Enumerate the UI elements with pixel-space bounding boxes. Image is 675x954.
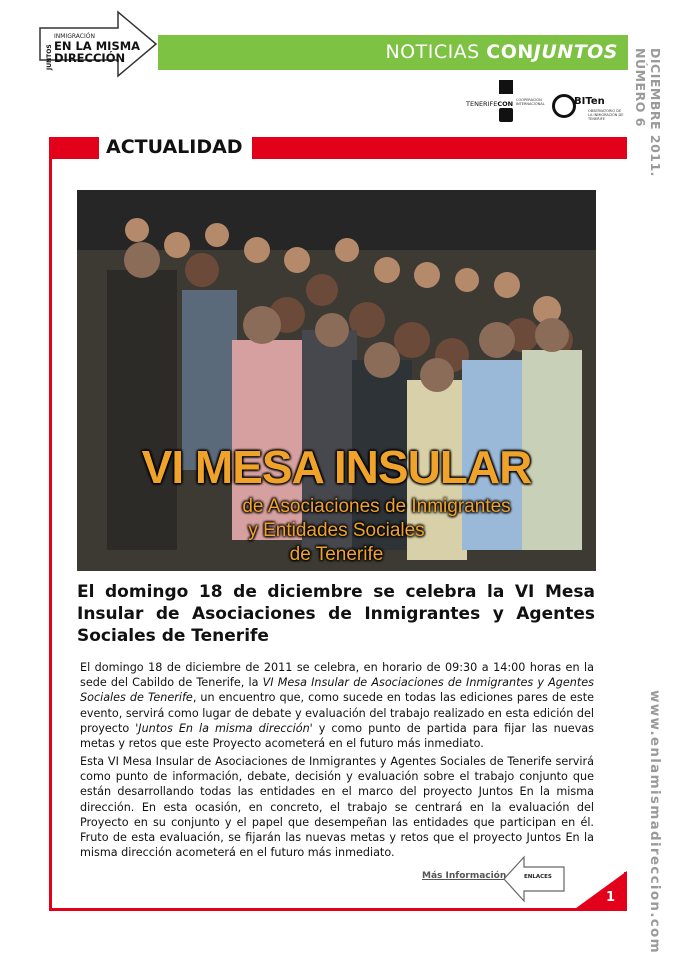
partner-logos — [466, 80, 626, 126]
logo-juntos-text: JUNTOS — [46, 44, 53, 70]
enlaces-button[interactable] — [502, 855, 566, 903]
logo-line2: DIRECCIÓN — [54, 51, 126, 65]
logo-text — [54, 33, 140, 64]
logo-line1: EN LA MISMA — [54, 39, 141, 53]
obiten-text: BITen — [574, 96, 605, 107]
photo-title: VI MESA INSULAR — [141, 441, 532, 493]
frame-left-border — [49, 137, 52, 911]
tenerifecon-label — [466, 100, 513, 108]
event-photo — [77, 190, 596, 571]
photo-subtitle-3: de Tenerife — [289, 544, 384, 565]
section-bar-left — [49, 137, 99, 159]
p1-text-c: y como punto de partida para fijar las nuevas metas y retos que este Proyecto acometerá en el futuro más inmediato. — [80, 721, 594, 751]
p1-event-name: VI Mesa Insular de Asociaciones de Inmigrantes y Agentes Sociales de Tenerife — [80, 676, 594, 705]
obiten-sub: OBSERVATORIO DE LA INMIGRACIÓN DE TENERIFE — [588, 109, 624, 121]
p1-text-a: El domingo 18 de diciembre de 2011 se celebra, en horario de 09:30 a 14:00 horas en la sede del Cabildo de Tenerife, la — [80, 661, 594, 690]
frame-bottom-border — [49, 908, 627, 911]
page-number: 1 — [606, 890, 616, 905]
header-bar — [158, 35, 628, 70]
logo-inmigracion: INMIGRACIÓN — [54, 33, 95, 40]
newsletter-title — [385, 41, 618, 63]
newsletter-title-word: NOTICIAS — [385, 41, 487, 63]
tenerifecon-text: TENERIFE — [466, 100, 498, 108]
project-logo — [8, 10, 158, 78]
photo-subtitle-1: de Asociaciones de Inmigrantes — [242, 496, 511, 517]
section-title: ACTUALIDAD — [106, 136, 243, 158]
obiten-logo — [552, 90, 626, 126]
website-url[interactable]: www.enlamismadireccion.com — [647, 690, 663, 954]
article-headline: El domingo 18 de diciembre se celebra la VI Mesa Insular de Asociaciones de Inmigrantes y Agentes Sociales de Tenerife — [77, 582, 595, 646]
article-paragraph-2: Esta VI Mesa Insular de Asociaciones de Inmigrantes y Agentes Sociales de Tenerife servirá como punto de información, debate, decisión y evaluación sobre el trabajo conjunto que están desarrollando todas las entidades en el marco del proyecto Juntos En la misma dirección. En esta ocasión, en concreto, el trabajo se centrará en la evaluación del Proyecto en su conjunto y el papel que desempeñan las entidades que participan en él. Fruto de esta evaluación, se fijarán las nuevas metas y retos que el proyecto Juntos En la misma dirección acometerá en el futuro más inmediato. — [80, 755, 594, 860]
obiten-circle-icon — [552, 94, 576, 118]
tenerifecon-logo-icon — [499, 80, 513, 94]
more-info-link[interactable]: Más Información — [422, 871, 507, 881]
newsletter-title-con: CON — [486, 41, 534, 63]
issue-date: DICIEMBRE 2011. NÚMERO 6 — [633, 48, 663, 177]
section-bar-right — [252, 137, 627, 159]
enlaces-label: ENLACES — [524, 874, 552, 880]
newsletter-title-juntos: JUNTOS — [533, 41, 618, 63]
tenerifecon-bold: CON — [497, 100, 514, 108]
photo-subtitle-2: y Entidades Sociales — [248, 520, 425, 541]
page-corner — [572, 871, 627, 911]
p1-text-b: , un encuentro que, como sucede en todas las ediciones pares de este evento, servirá como lugar de debate y evaluación del trabajo realizado en esta edición del proyecto — [80, 691, 594, 735]
p1-project-name: 'Juntos En la misma dirección' — [135, 721, 313, 735]
article-paragraph-1 — [80, 660, 594, 751]
cabildo-seal-icon — [499, 108, 513, 122]
tenerifecon-sub: COOPERACIÓN INTERNACIONAL — [516, 98, 545, 106]
